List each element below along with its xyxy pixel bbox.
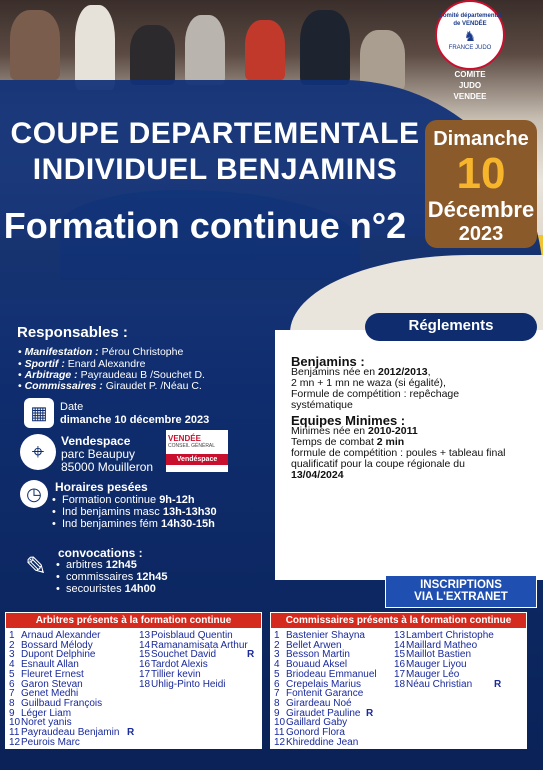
row-number: 13	[139, 630, 151, 641]
row-number: 18	[394, 678, 406, 690]
row-name: Fontenit Garance	[286, 688, 364, 700]
resp-item: • Commissaires : Giraudet P. /Néau C.	[18, 380, 202, 392]
convocations-title: convocations :	[58, 546, 143, 560]
row-number: 8	[9, 697, 15, 709]
row-number: 15	[394, 649, 406, 661]
row-name: Tardot Alexis	[151, 659, 208, 671]
commissaires-header: Commissaires présents à la formation continue	[271, 613, 526, 628]
judo-figure-icon: ♞	[463, 28, 477, 44]
calendar-icon: ▦	[24, 398, 54, 428]
row-name: Souchet David	[151, 649, 217, 661]
row-number: 16	[394, 659, 406, 671]
title-line2: INDIVIDUEL BENJAMINS	[32, 153, 398, 186]
row-number: 13	[394, 630, 406, 641]
row-name: Esnault Allan	[21, 659, 79, 671]
row-name: Crepelais Marius	[286, 678, 362, 690]
row-name: Arnaud Alexander	[21, 630, 101, 641]
row-number: 10	[274, 717, 286, 729]
row-name: Payraudeau Benjamin	[21, 727, 120, 739]
clipboard-icon: ✎	[25, 551, 47, 581]
row-name: Bossard Mélody	[21, 639, 93, 651]
row-name: Néau Christian	[406, 678, 473, 690]
lieu-name: Vendespace	[61, 434, 131, 448]
row-name: Tillier kevin	[151, 668, 201, 680]
commissaires-left-column	[274, 631, 394, 747]
row-name: Léger Liam	[21, 707, 72, 719]
row-number: 6	[9, 678, 15, 690]
reglements-button: Réglements	[365, 313, 537, 341]
row-number: 11	[9, 727, 20, 739]
row-name: Guilbaud François	[21, 697, 103, 709]
responsable-flag: R	[127, 727, 135, 739]
date-box	[425, 120, 537, 248]
row-number: 8	[274, 697, 280, 709]
comite-name: COMITE JUDO VENDEE	[453, 70, 487, 101]
row-number: 11	[274, 727, 285, 739]
row-number: 7	[274, 688, 280, 700]
benjamins-block: Benjamins : Benjamins née en 2012/2013, 2 mn + 1 mn ne waza (si égalité), Formule de compétition : repêchage systématique	[291, 354, 460, 411]
convocation-item: • arbitres 12h45	[56, 559, 137, 571]
inscriptions-banner: INSCRIPTIONS VIA L'EXTRANET	[385, 575, 537, 608]
row-name: Maillot Bastien	[406, 649, 472, 661]
table-row	[394, 680, 524, 690]
date-label: Date	[60, 401, 84, 413]
row-name: Besson Martin	[286, 649, 350, 661]
arbitres-right-column	[139, 631, 259, 689]
vendespace-logo: VENDÉE CONSEIL GÉNÉRAL Vendéspace	[166, 430, 228, 472]
row-name: Bastenier Shayna	[286, 630, 365, 641]
date-value: dimanche 10 décembre 2023	[60, 414, 210, 426]
row-name: Maillard Matheo	[406, 639, 478, 651]
row-name: Girardeau Noé	[286, 697, 352, 709]
date-number: 10	[456, 149, 506, 198]
row-number: 9	[274, 707, 280, 719]
row-name: Gaillard Gaby	[286, 717, 348, 729]
date-year: 2023	[458, 223, 504, 245]
location-pin-icon: ⌖	[20, 434, 56, 470]
row-name: Briodeau Emmanuel	[286, 668, 377, 680]
row-number: 15	[139, 649, 151, 661]
row-number: 2	[9, 639, 15, 651]
commissaires-right-column	[394, 631, 524, 689]
row-number: 1	[9, 630, 15, 641]
row-name: Lambert Christophe	[406, 630, 494, 641]
row-name: Gonord Flora	[286, 727, 345, 739]
row-number: 7	[9, 688, 15, 700]
logo-arc-text: Comité départemental de VENDÉE	[438, 13, 502, 27]
row-name: Noret yanis	[21, 717, 72, 729]
title-line1: COUPE DEPARTEMENTALE	[10, 117, 420, 150]
row-name: Khireddine Jean	[286, 736, 359, 748]
arbitres-left-column	[9, 631, 139, 747]
table-row	[274, 738, 394, 748]
arbitres-table	[5, 612, 262, 749]
row-name: Giraudet Pauline	[286, 707, 361, 719]
row-name: Ramanamisata Arthur	[151, 639, 248, 651]
resp-item: • Arbitrage : Payraudeau B /Souchet D.	[18, 369, 205, 381]
row-number: 4	[9, 659, 15, 671]
row-number: 12	[9, 736, 21, 748]
minimes-block: Equipes Minimes : Minimes née en 2010-2011 Temps de combat 2 min formule de compétition : poules + tableau final qualificatif pour la coupe régionale du 13/04/2024	[291, 413, 506, 481]
row-name: Poisblaud Quentin	[151, 630, 233, 641]
responsables-title: Responsables :	[17, 324, 128, 341]
date-month: Décembre	[427, 197, 535, 222]
row-number: 16	[139, 659, 151, 671]
row-number: 18	[139, 678, 151, 690]
responsable-flag: R	[366, 707, 374, 719]
logo-center-text: FRANCE JUDO	[448, 45, 492, 51]
row-name: Fleuret Ernest	[21, 668, 84, 680]
table-row	[139, 680, 259, 690]
row-name: Genet Medhi	[21, 688, 79, 700]
row-number: 3	[274, 649, 280, 661]
row-name: Mauger Liyou	[406, 659, 467, 671]
resp-item: • Manifestation : Pérou Christophe	[18, 346, 184, 358]
date-day: Dimanche	[433, 128, 529, 150]
row-number: 14	[139, 639, 151, 651]
horaire-item: • Formation continue 9h-12h	[52, 494, 195, 506]
row-number: 3	[9, 649, 15, 661]
lieu-line2: parc Beaupuy	[61, 447, 136, 461]
row-number: 17	[139, 668, 151, 680]
row-number: 6	[274, 678, 280, 690]
row-number: 4	[274, 659, 280, 671]
convocation-item: • commissaires 12h45	[56, 571, 168, 583]
row-number: 10	[9, 717, 21, 729]
horaires-title: Horaires pesées	[55, 480, 148, 494]
responsable-flag: R	[494, 678, 502, 690]
table-row	[9, 738, 139, 748]
row-number: 2	[274, 639, 280, 651]
row-name: Bouaud Aksel	[286, 659, 348, 671]
commissaires-table	[270, 612, 527, 749]
row-number: 9	[9, 707, 15, 719]
row-number: 5	[274, 668, 280, 680]
row-number: 14	[394, 639, 406, 651]
row-name: Garon Stevan	[21, 678, 83, 690]
resp-item: • Sportif : Enard Alexandre	[18, 358, 146, 370]
row-number: 1	[274, 630, 280, 641]
horaire-item: • Ind benjamines fém 14h30-15h	[52, 518, 215, 530]
row-name: Mauger Léo	[406, 668, 460, 680]
title-line3: Formation continue n°2	[3, 205, 407, 246]
responsable-flag: R	[247, 649, 255, 661]
row-number: 5	[9, 668, 15, 680]
horaire-item: • Ind benjamins masc 13h-13h30	[52, 506, 217, 518]
row-name: Dupont Delphine	[21, 649, 96, 661]
row-name: Uhlig-Pinto Heidi	[151, 678, 226, 690]
comite-logo	[435, 0, 505, 70]
row-name: Peurois Marc	[21, 736, 80, 748]
convocation-item: • secouristes 14h00	[56, 583, 156, 595]
lieu-line3: 85000 Mouilleron	[61, 460, 154, 474]
row-number: 17	[394, 668, 406, 680]
row-number: 12	[274, 736, 286, 748]
arbitres-header: Arbitres présents à la formation continue	[6, 613, 261, 628]
row-name: Bellet Arwen	[286, 639, 342, 651]
clock-icon: ◷	[20, 480, 48, 508]
